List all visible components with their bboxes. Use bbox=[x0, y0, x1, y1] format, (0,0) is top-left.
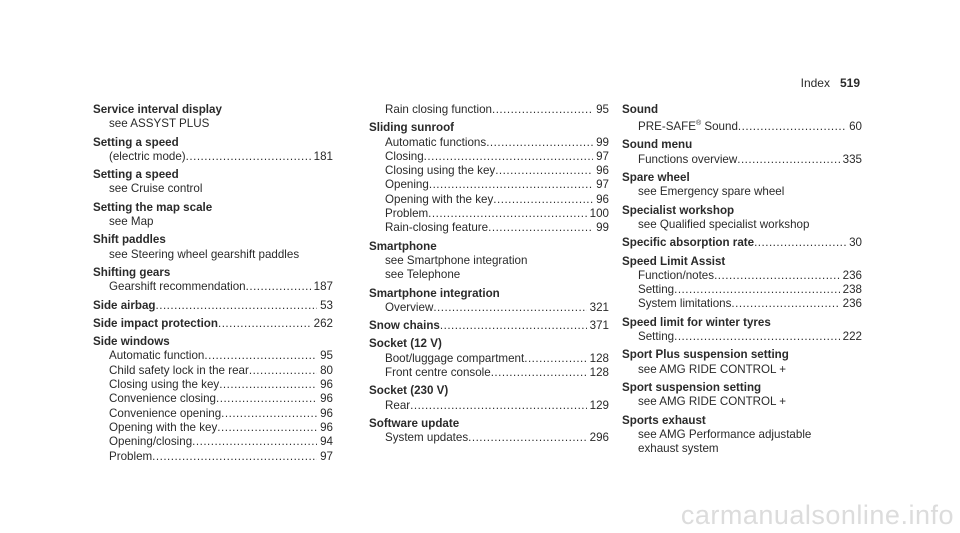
page-reference: 181 bbox=[313, 149, 333, 163]
leader-dots bbox=[486, 136, 593, 150]
index-subentry-link[interactable] bbox=[622, 117, 862, 134]
subentry-label: Problem bbox=[109, 449, 153, 463]
subentry-text bbox=[109, 364, 249, 378]
subentry-label: Setting bbox=[638, 330, 675, 344]
page-reference: 96 bbox=[320, 392, 333, 406]
index-heading: Sports exhaust bbox=[622, 413, 706, 427]
leader-dots bbox=[524, 352, 586, 366]
index-entry bbox=[622, 255, 862, 312]
page-reference: 96 bbox=[320, 378, 333, 392]
subentry-text bbox=[385, 103, 492, 117]
page-reference: 321 bbox=[589, 300, 609, 314]
subentry-label: Automatic function bbox=[109, 349, 205, 363]
subentry-label: Convenience closing bbox=[109, 392, 216, 406]
index-heading: Socket (12 V) bbox=[369, 337, 442, 351]
index-cross-reference[interactable]: see Map bbox=[109, 215, 154, 229]
index-entry bbox=[622, 414, 862, 457]
leader-dots bbox=[246, 280, 311, 294]
leader-dots bbox=[429, 178, 593, 192]
index-entry bbox=[622, 204, 862, 233]
leader-dots bbox=[216, 392, 317, 406]
index-heading: Specific absorption rate bbox=[622, 236, 755, 250]
page-reference: 187 bbox=[313, 280, 333, 294]
page-reference: 128 bbox=[589, 351, 609, 365]
index-heading: Setting a speed bbox=[93, 168, 179, 182]
subentry-label: Rear bbox=[385, 398, 411, 412]
index-column-2 bbox=[369, 103, 609, 450]
page-reference: 100 bbox=[589, 207, 609, 221]
subentry-label: Gearshift recommendation bbox=[109, 280, 246, 294]
section-title: Index bbox=[800, 76, 830, 90]
subentry-text bbox=[109, 378, 219, 392]
index-subentry-link[interactable] bbox=[93, 349, 333, 363]
page-reference: 95 bbox=[320, 349, 333, 363]
page-reference: 53 bbox=[320, 298, 333, 312]
index-entry bbox=[93, 299, 333, 313]
subentry-label: Automatic functions bbox=[385, 135, 487, 149]
page-reference: 236 bbox=[842, 297, 862, 311]
index-entry bbox=[93, 201, 333, 230]
subentry-text bbox=[109, 392, 216, 406]
index-heading: Software update bbox=[369, 416, 460, 430]
leader-dots bbox=[218, 317, 311, 331]
page-reference: 99 bbox=[596, 135, 609, 149]
leader-dots bbox=[433, 301, 586, 315]
index-subentry-link[interactable] bbox=[93, 421, 333, 435]
subentry-label: Convenience opening bbox=[109, 406, 222, 420]
subentry-label: Opening with the key bbox=[109, 420, 218, 434]
subentry-label: Problem bbox=[385, 207, 429, 221]
index-subentry-link[interactable] bbox=[369, 352, 609, 366]
index-subentry-link[interactable] bbox=[622, 269, 862, 283]
leader-dots bbox=[249, 364, 317, 378]
index-subentry-link[interactable] bbox=[93, 407, 333, 421]
index-entry bbox=[93, 335, 333, 464]
page-reference: 128 bbox=[589, 366, 609, 380]
subentry-text bbox=[109, 349, 204, 363]
subentry-text bbox=[638, 330, 674, 344]
index-subentry-link[interactable] bbox=[369, 366, 609, 380]
page-reference: 371 bbox=[589, 319, 609, 333]
index-heading: Sound menu bbox=[622, 138, 693, 152]
index-subentry-link[interactable] bbox=[622, 153, 862, 167]
index-subentry-link[interactable] bbox=[369, 431, 609, 445]
index-subentry-link[interactable] bbox=[93, 364, 333, 378]
leader-dots bbox=[221, 407, 317, 421]
leader-dots bbox=[424, 150, 593, 164]
index-cross-reference[interactable]: see Qualified specialist workshop bbox=[638, 217, 810, 231]
index-heading: Setting the map scale bbox=[93, 200, 213, 214]
index-cross-reference[interactable]: see AMG RIDE CONTROL + bbox=[638, 395, 787, 409]
index-entry bbox=[93, 317, 333, 331]
page-reference: 30 bbox=[849, 236, 862, 250]
subentry-text bbox=[385, 178, 429, 192]
index-subentry-link[interactable] bbox=[369, 221, 609, 235]
index-heading: Setting a speed bbox=[93, 135, 179, 149]
subentry-text bbox=[385, 431, 468, 445]
page-reference: 222 bbox=[842, 330, 862, 344]
index-cross-reference[interactable]: see ASSYST PLUS bbox=[109, 117, 210, 131]
index-heading: Snow chains bbox=[369, 319, 440, 333]
index-subentry-link[interactable] bbox=[369, 399, 609, 413]
page-reference: 236 bbox=[842, 268, 862, 282]
index-heading: Socket (230 V) bbox=[369, 384, 449, 398]
page-reference: 99 bbox=[596, 221, 609, 235]
leader-dots bbox=[495, 164, 593, 178]
leader-dots bbox=[674, 330, 840, 344]
subentry-text bbox=[385, 150, 424, 164]
index-heading: Sound bbox=[622, 103, 659, 116]
subentry-label: Closing using the key bbox=[385, 164, 496, 178]
index-entry bbox=[622, 171, 862, 200]
index-subentry-link[interactable] bbox=[93, 378, 333, 392]
subentry-text bbox=[385, 221, 488, 235]
index-subentry-link[interactable] bbox=[93, 280, 333, 294]
page-reference: 94 bbox=[320, 435, 333, 449]
index-heading-link[interactable] bbox=[93, 317, 333, 331]
subentry-label: System limitations bbox=[638, 297, 732, 311]
index-heading: Shift paddles bbox=[93, 233, 166, 247]
subentry-label: (electric mode) bbox=[109, 149, 186, 163]
leader-dots bbox=[428, 207, 586, 221]
index-entry bbox=[622, 236, 862, 250]
index-heading: Smartphone bbox=[369, 239, 437, 253]
leader-dots bbox=[152, 450, 317, 464]
subentry-label: System updates bbox=[385, 431, 469, 445]
subentry-text bbox=[385, 136, 486, 150]
index-subentry-link[interactable] bbox=[622, 283, 862, 297]
page-header bbox=[801, 76, 860, 90]
index-entry bbox=[622, 316, 862, 345]
index-entry bbox=[622, 348, 862, 377]
index-heading: Specialist workshop bbox=[622, 203, 735, 217]
subentry-label: Opening bbox=[385, 178, 429, 192]
watermark-text: carmanualsonline.info bbox=[680, 500, 954, 530]
index-heading: Spare wheel bbox=[622, 171, 690, 185]
index-entry bbox=[369, 287, 609, 316]
index-cross-reference[interactable]: see Steering wheel gearshift paddles bbox=[109, 247, 300, 261]
subentry-text bbox=[385, 193, 493, 207]
index-column-1 bbox=[93, 103, 333, 468]
index-heading-link[interactable] bbox=[369, 319, 609, 333]
leader-dots bbox=[186, 150, 311, 164]
index-entry bbox=[369, 319, 609, 333]
index-subentry-link[interactable] bbox=[369, 164, 609, 178]
subentry-text bbox=[109, 280, 246, 294]
index-heading: Side windows bbox=[93, 335, 170, 349]
index-heading: Sport Plus suspension setting bbox=[622, 348, 789, 362]
page-reference: 60 bbox=[849, 120, 862, 134]
index-heading-link[interactable] bbox=[622, 236, 862, 250]
subentry-text bbox=[385, 366, 491, 380]
leader-dots bbox=[493, 193, 593, 207]
subentry-text bbox=[385, 399, 410, 413]
index-cross-reference[interactable]: see Smartphone integration bbox=[385, 253, 528, 267]
index-heading: Speed limit for winter tyres bbox=[622, 315, 771, 329]
index-entry bbox=[369, 121, 609, 235]
index-entry bbox=[369, 240, 609, 283]
index-subentry-link[interactable] bbox=[369, 193, 609, 207]
subentry-label: Opening with the key bbox=[385, 192, 494, 206]
subentry-text bbox=[109, 450, 152, 464]
leader-dots bbox=[491, 366, 587, 380]
index-cross-reference[interactable]: see AMG Performance adjustable bbox=[638, 427, 812, 441]
page-reference: 95 bbox=[596, 103, 609, 116]
index-heading: Side airbag bbox=[93, 298, 156, 312]
index-entry bbox=[93, 233, 333, 262]
subentry-label: Rain closing function bbox=[385, 103, 492, 116]
subentry-text bbox=[638, 269, 714, 283]
subentry-text bbox=[109, 150, 186, 164]
index-entry bbox=[93, 168, 333, 197]
index-subentry-link[interactable] bbox=[369, 301, 609, 315]
subentry-text bbox=[385, 301, 433, 315]
index-cross-reference[interactable]: exhaust system bbox=[638, 442, 719, 456]
subentry-label: Child safety lock in the rear bbox=[109, 363, 249, 377]
page-reference: 97 bbox=[596, 178, 609, 192]
leader-dots bbox=[219, 378, 317, 392]
index-heading: Service interval display bbox=[93, 103, 222, 116]
index-entry bbox=[622, 381, 862, 410]
leader-dots bbox=[217, 421, 317, 435]
leader-dots bbox=[738, 120, 846, 134]
page-reference: 80 bbox=[320, 363, 333, 377]
page-reference: 262 bbox=[313, 316, 333, 330]
leader-dots bbox=[204, 349, 317, 363]
subentry-label: Functions overview bbox=[638, 152, 738, 166]
leader-dots bbox=[731, 297, 839, 311]
index-entry bbox=[93, 103, 333, 132]
index-subentry-link[interactable] bbox=[369, 207, 609, 221]
subentry-label: Rain-closing feature bbox=[385, 221, 489, 235]
leader-dots bbox=[492, 103, 593, 117]
page-reference: 96 bbox=[596, 164, 609, 178]
leader-dots bbox=[488, 221, 593, 235]
index-entry bbox=[369, 384, 609, 413]
index-subentry-link[interactable] bbox=[93, 150, 333, 164]
leader-dots bbox=[156, 299, 318, 313]
index-heading: Sport suspension setting bbox=[622, 380, 762, 394]
subentry-text bbox=[638, 153, 737, 167]
subentry-text bbox=[385, 164, 495, 178]
leader-dots bbox=[737, 153, 839, 167]
leader-dots bbox=[440, 319, 587, 333]
subentry-label: Closing using the key bbox=[109, 378, 220, 392]
leader-dots bbox=[410, 399, 587, 413]
index-heading: Shifting gears bbox=[93, 265, 171, 279]
subentry-text bbox=[109, 421, 217, 435]
subentry-label: Opening/closing bbox=[109, 435, 193, 449]
subentry-text bbox=[638, 283, 674, 297]
subentry-text bbox=[109, 435, 192, 449]
index-entry bbox=[369, 337, 609, 380]
subentry-label: Function/notes bbox=[638, 268, 715, 282]
page-reference: 238 bbox=[842, 283, 862, 297]
index-entry bbox=[369, 417, 609, 446]
subentry-text bbox=[638, 297, 731, 311]
index-entry bbox=[622, 103, 862, 134]
subentry-label: Boot/luggage compartment bbox=[385, 351, 525, 365]
page-reference: 129 bbox=[589, 398, 609, 412]
subentry-label: Closing bbox=[385, 149, 424, 163]
index-subentry-link[interactable] bbox=[369, 103, 609, 117]
index-subentry-link[interactable] bbox=[93, 450, 333, 464]
page-reference: 296 bbox=[589, 431, 609, 445]
leader-dots bbox=[674, 283, 840, 297]
page-reference: 335 bbox=[842, 152, 862, 166]
index-heading-link[interactable] bbox=[93, 299, 333, 313]
index-column-3 bbox=[622, 103, 862, 460]
page-reference: 97 bbox=[320, 449, 333, 463]
subentry-label: PRE-SAFE bbox=[638, 120, 696, 134]
index-cross-reference[interactable]: see Cruise control bbox=[109, 182, 203, 196]
index-subentry-link[interactable] bbox=[93, 392, 333, 406]
index-entry bbox=[369, 103, 609, 117]
leader-dots bbox=[192, 435, 317, 449]
subentry-text bbox=[638, 117, 738, 134]
leader-dots bbox=[468, 431, 587, 445]
subentry-label: Setting bbox=[638, 283, 675, 297]
index-cross-reference[interactable]: see Telephone bbox=[385, 268, 461, 282]
index-subentry-link[interactable] bbox=[369, 150, 609, 164]
page-reference: 96 bbox=[320, 406, 333, 420]
subentry-text bbox=[385, 207, 428, 221]
subentry-text bbox=[109, 407, 221, 421]
leader-dots bbox=[754, 236, 846, 250]
leader-dots bbox=[714, 269, 840, 283]
page-reference: 96 bbox=[596, 192, 609, 206]
index-cross-reference[interactable]: see Emergency spare wheel bbox=[638, 185, 785, 199]
index-entry bbox=[622, 138, 862, 167]
index-heading: Side impact protection bbox=[93, 316, 218, 330]
page-reference: 96 bbox=[320, 420, 333, 434]
subentry-label: Front centre console bbox=[385, 366, 491, 380]
registered-mark: ® bbox=[695, 120, 702, 128]
index-subentry-link[interactable] bbox=[622, 297, 862, 311]
index-heading: Sliding sunroof bbox=[369, 121, 455, 135]
index-subentry-link[interactable] bbox=[369, 178, 609, 192]
page-number: 519 bbox=[839, 76, 860, 90]
index-heading: Smartphone integration bbox=[369, 286, 500, 300]
index-cross-reference[interactable]: see AMG RIDE CONTROL + bbox=[638, 362, 787, 376]
subentry-label-cont: Sound bbox=[701, 120, 738, 134]
index-subentry-link[interactable] bbox=[369, 136, 609, 150]
subentry-text bbox=[385, 352, 524, 366]
index-heading: Speed Limit Assist bbox=[622, 254, 726, 268]
index-entry bbox=[93, 266, 333, 295]
index-entry bbox=[93, 136, 333, 165]
index-subentry-link[interactable] bbox=[622, 330, 862, 344]
index-subentry-link[interactable] bbox=[93, 435, 333, 449]
subentry-label: Overview bbox=[385, 300, 434, 314]
page-reference: 97 bbox=[596, 149, 609, 163]
